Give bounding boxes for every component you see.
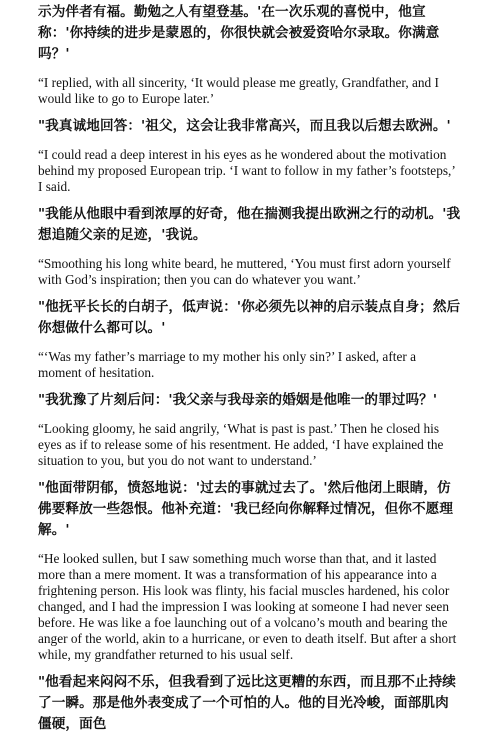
paragraph-zh-3: "我能从他眼中看到浓厚的好奇，他在揣测我提出欧洲之行的动机。'我想追随父亲的足迹，'我说。 [38,206,461,243]
paragraph-en-1: “I replied, with all sincerity, ‘It would please me greatly, Grandfather, and I would like to go to Europe later.’ [38,75,439,106]
paragraph-en-5: “Looking gloomy, he said angrily, ‘What is past is past.’ Then he closed his eyes as if to release some of his resentment. He added, ‘I have explained the situation to you, but you do not want to understand.’ [38,421,444,468]
paragraph-zh-4: "他抚平长长的白胡子，低声说：'你必须先以神的启示装点自身；然后你想做什么都可以。' [38,299,461,336]
paragraph-zh-7: "他看起来闷闷不乐，但我看到了远比这更糟的东西，而且那不止持续了一瞬。那是他外表变成了一个可怕的人。他的目光冷峻，面部肌肉僵硬，面色 [38,674,456,732]
paragraph-en-4: “‘Was my father’s marriage to my mother his only sin?’ I asked, after a moment of hesitation. [38,349,417,380]
paragraph-zh-1: 示为伴者有福。勤勉之人有望登基。'在一次乐观的喜悦中，他宣称：'你持续的进步是蒙恩的，你很快就会被爱资哈尔录取。你满意吗？' [38,4,440,62]
paragraph-en-2: “I could read a deep interest in his eyes as he wondered about the motivation behind my proposed European trip. ‘I want to follow in my father’s footsteps,’ I said. [38,147,455,194]
paragraph-en-6: “He looked sullen, but I saw something much worse than that, and it lasted more than a mere moment. It was a transformation of his appearance into a frightening person. His look was flinty, his facial muscles hardened, his color changed, and I had the impression I was looking at someone I had never seen before. He was like a foe launching out of a volcano’s mouth and bearing the anger of the world, akin to a hurricane, or even to death itself. But after a short while, my grandfather returned to his usual self. [38,551,457,662]
paragraph-zh-6: "他面带阴郁，愤怒地说：'过去的事就过去了。'然后他闭上眼睛，仿佛要释放一些怨恨。他补充道：'我已经向你解释过情况，但你不愿理解。' [38,480,454,538]
paragraph-zh-2: "我真诚地回答：'祖父，这会让我非常高兴，而且我以后想去欧洲。' [38,118,451,134]
paragraph-zh-5: "我犹豫了片刻后问：'我父亲与我母亲的婚姻是他唯一的罪过吗？' [38,392,438,408]
paragraph-en-3: “Smoothing his long white beard, he muttered, ‘You must first adorn yourself with God’s inspiration; then you can do whatever you want.’ [38,256,451,287]
